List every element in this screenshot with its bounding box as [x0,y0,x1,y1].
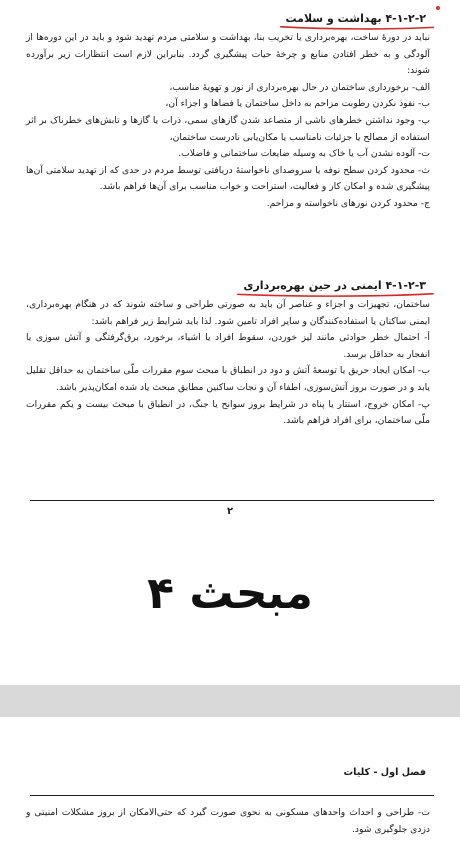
red-dot-mark [436,6,440,10]
next-page-body [26,805,430,838]
list-item: پ- وجود نداشتن خطرهای ناشی از متصاعد شدن گازهای سمی، ذرات یا گازها و تابش‌های خطرناک بر اثر استفاده از مصالح یا جزئیات نامناسب یا مکان‌یابی نادرست ساختمان، [26,114,430,143]
page-gap-band [0,685,460,717]
list-item: ت- آلوده نشدن آب یا خاک به وسیله ضایعات ساختمانی و فاضلاب. [178,148,430,160]
next-page [0,717,460,864]
list-item: ج- محدود کردن نورهای ناخواسته و مزاحم. [266,197,430,209]
section-heading-health [286,12,427,25]
list-item: ب- نفوذ نکردن رطوبت مزاحم به داخل ساختمان یا فضاها و اجزاء آن، [165,98,430,110]
section-health-intro: نباید در دورهٔ ساخت، بهره‌برداری یا تخریب بنا، بهداشت و سلامتی مردم تهدید شود و باید در این دوره‌ها از آلودگی و به خطر افتادن منابع و چرخهٔ حیات پیشگیری گردد. بنابراین لازم است انتظارات زیر برآورده شوند: [26,32,430,77]
footer-divider [30,500,434,501]
section-health-body [26,30,430,213]
section-safety-intro: ساختمان، تجهیزات و اجزاء و عناصر آن باید به صورتی طراحی و ساخته شوند که در هنگام بهره‌برداری، ایمنی ساکنان یا استفاده‌کنندگان و سایر افراد تامین شود. لذا باید شرایط زیر فراهم باشد: [26,299,430,327]
section-safety-body [26,297,430,430]
list-item: ب- امکان ایجاد حریق یا توسعهٔ آتش و دود در انطباق با مبحث سوم مقررات ملّی ساختمان به حداقل تقلیل یابد و در صورت بروز آتش‌سوزی، اطفاء آن و نجات ساکنین مطابق مبحث یاد شده امکان‌پذیر باشد. [26,365,430,393]
list-item: أ- احتمال خطر حوادثی مانند لیز خوردن، سقوط افراد یا اشیاء، برخورد، برق‌گرفتگی و آتش سوزی یا انفجار به حداقل برسد. [26,332,430,360]
section-heading-health-text: ۴-۱-۲-۲ بهداشت و سلامت [285,12,426,25]
chapter-heading: فصل اول - کلیات [343,767,426,778]
section-heading-safety-text: ۴-۱-۲-۳ ایمنی در حین بهره‌برداری [243,279,426,292]
list-item: پ- امکان خروج، استتار یا پناه در شرایط بروز سوانح یا جنگ، در انطباق با مبحث بیست و یکم مقررات ملّی ساختمان، برای افراد فراهم باشد. [26,398,430,427]
list-item: الف- برخورداری ساختمان در حال بهره‌برداری از نور و تهویهٔ مناسب، [169,81,430,93]
page-number: ۲ [226,506,234,517]
heading-divider [30,795,434,796]
next-page-paragraph: ت- طراحی و احداث واحدهای مسکونی به نحوی صورت گیرد که حتی‌الامکان از بروز مشکلات امنیتی و دزدی جلوگیری شود. [26,807,430,835]
chapter-title: مبحث ۴ [147,568,313,619]
list-item: ث- محدود کردن سطح نوفه یا سروصدای ناخواستهٔ دریافتی توسط مردم در حدی که از تهدید سلامتی آن‌ها پیشگیری شده و امکان کار و فعالیت، استراحت و خواب مناسب برای آن‌ها فراهم باشد. [26,164,430,193]
section-heading-safety [243,279,426,292]
